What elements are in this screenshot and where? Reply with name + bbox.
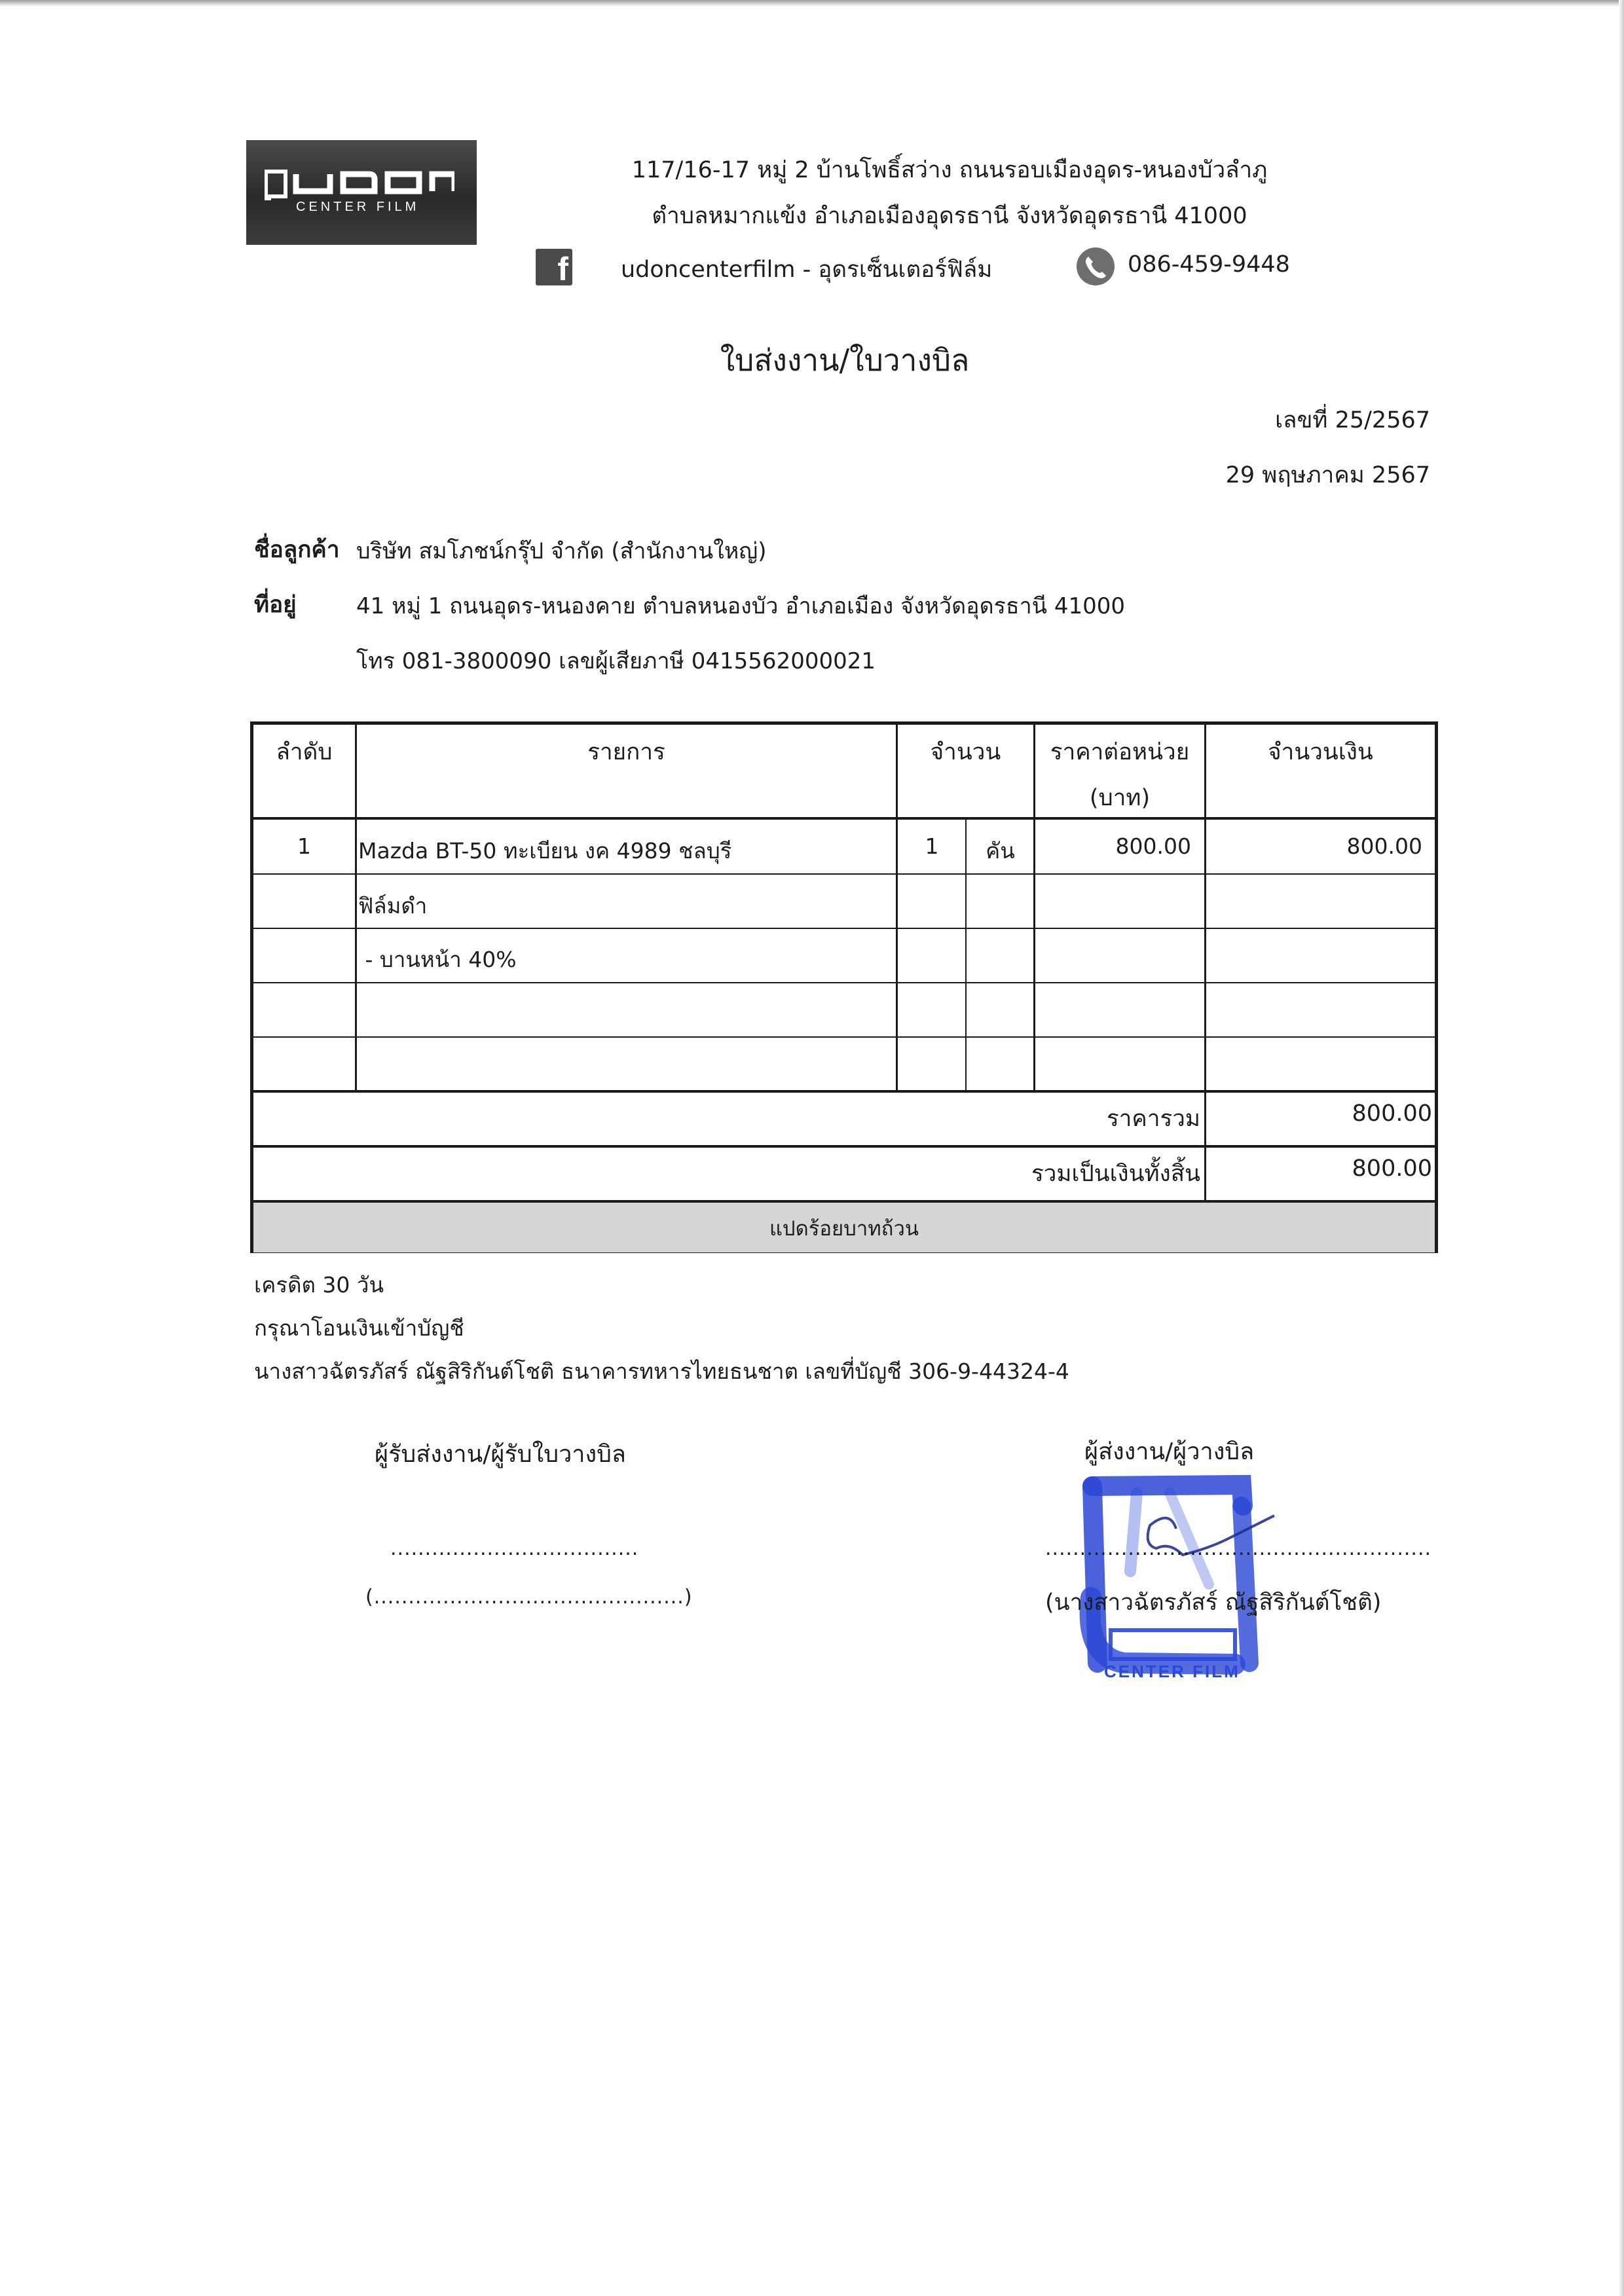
header-item: รายการ — [587, 739, 665, 765]
company-phone[interactable]: 086-459-9448 — [1128, 251, 1290, 278]
customer-address: 41 หมู่ 1 ถนนอุดร-หนองคาย ตำบลหนองบัว อำเภอเมือง จังหวัดอุดรธานี 41000 — [356, 593, 1125, 619]
facebook-page[interactable]: udoncenterfilm - อุดรเซ็นเตอร์ฟิล์ม — [621, 257, 993, 283]
total-value: 800.00 — [1352, 1156, 1432, 1182]
bank-account: นางสาวฉัตรภัสร์ ณัฐสิริกันต์โชติ ธนาคารทหารไทยธนชาต เลขที่บัญชี 306-9-44324-4 — [254, 1358, 1069, 1384]
row2-item: ฟิล์มดำ — [358, 893, 428, 919]
sender-label: ผู้ส่งงาน/ผู้วางบิล — [1084, 1438, 1255, 1465]
customer-contact: โทร 081-3800090 เลขผู้เสียภาษี 0415562000021 — [356, 648, 876, 674]
stamp-subtext: CENTER FILM — [1104, 1662, 1240, 1681]
items-table — [250, 721, 1438, 1253]
row1-amount: 800.00 — [1346, 833, 1422, 859]
company-address-line2: ตำบลหมากแข้ง อำเภอเมืองอุดรธานี จังหวัดอุดรธานี 41000 — [652, 203, 1247, 229]
receiver-label: ผู้รับส่งงาน/ผู้รับใบวางบิล — [375, 1441, 626, 1468]
scan-edge-top — [0, 0, 1624, 7]
header-unit-price-sub: (บาท) — [1089, 785, 1151, 811]
header-no: ลำดับ — [276, 739, 333, 765]
header-amount: จำนวนเงิน — [1268, 739, 1373, 765]
company-logo — [246, 140, 477, 245]
row1-no: 1 — [297, 833, 311, 859]
document-date: 29 พฤษภาคม 2567 — [1225, 462, 1430, 488]
credit-term: เครดิต 30 วัน — [254, 1272, 384, 1298]
receiver-signature-line: .................................... — [390, 1537, 639, 1560]
row1-unit: คัน — [986, 838, 1015, 864]
row3-item: - บานหน้า 40% — [358, 947, 517, 972]
total-label: รวมเป็นเงินทั้งสิ้น — [1031, 1161, 1200, 1187]
document-number: เลขที่ 25/2567 — [1275, 407, 1430, 433]
document-title: ใบส่งงาน/ใบวางบิล — [720, 342, 970, 378]
sender-name: (นางสาวฉัตรภัสร์ ณัฐสิริกันต์โชติ) — [1045, 1590, 1382, 1616]
row1-unit-price: 800.00 — [1115, 833, 1191, 859]
total-in-words: แปดร้อยบาทถ้วน — [769, 1217, 919, 1241]
payment-instruction: กรุณาโอนเงินเข้าบัญชี — [254, 1315, 464, 1341]
header-unit-price: ราคาต่อหน่วย — [1050, 739, 1190, 765]
receiver-name-line: (.............................................) — [365, 1586, 693, 1609]
customer-name-label: ชื่อลูกค้า — [254, 537, 340, 563]
subtotal-label: ราคารวม — [1106, 1106, 1200, 1132]
customer-name: บริษัท สมโภชน์กรุ๊ป จำกัด (สำนักงานใหญ่) — [356, 538, 767, 564]
row1-item: Mazda BT-50 ทะเบียน งค 4989 ชลบุรี — [358, 838, 732, 864]
company-stamp — [1078, 1467, 1281, 1683]
subtotal-value: 800.00 — [1352, 1101, 1432, 1127]
header-qty: จำนวน — [930, 739, 1001, 765]
company-address-line1: 117/16-17 หมู่ 2 บ้านโพธิ์สว่าง ถนนรอบเมืองอุดร-หนองบัวลำภู — [631, 157, 1268, 183]
logo-mark — [265, 165, 454, 217]
logo-subtext: CENTER FILM — [296, 200, 420, 214]
row1-qty: 1 — [925, 833, 939, 859]
sender-signature-line: ........................................................ — [1045, 1537, 1432, 1560]
facebook-icon: f — [536, 249, 572, 285]
customer-address-label: ที่อยู่ — [254, 592, 297, 618]
phone-icon — [1077, 247, 1115, 285]
